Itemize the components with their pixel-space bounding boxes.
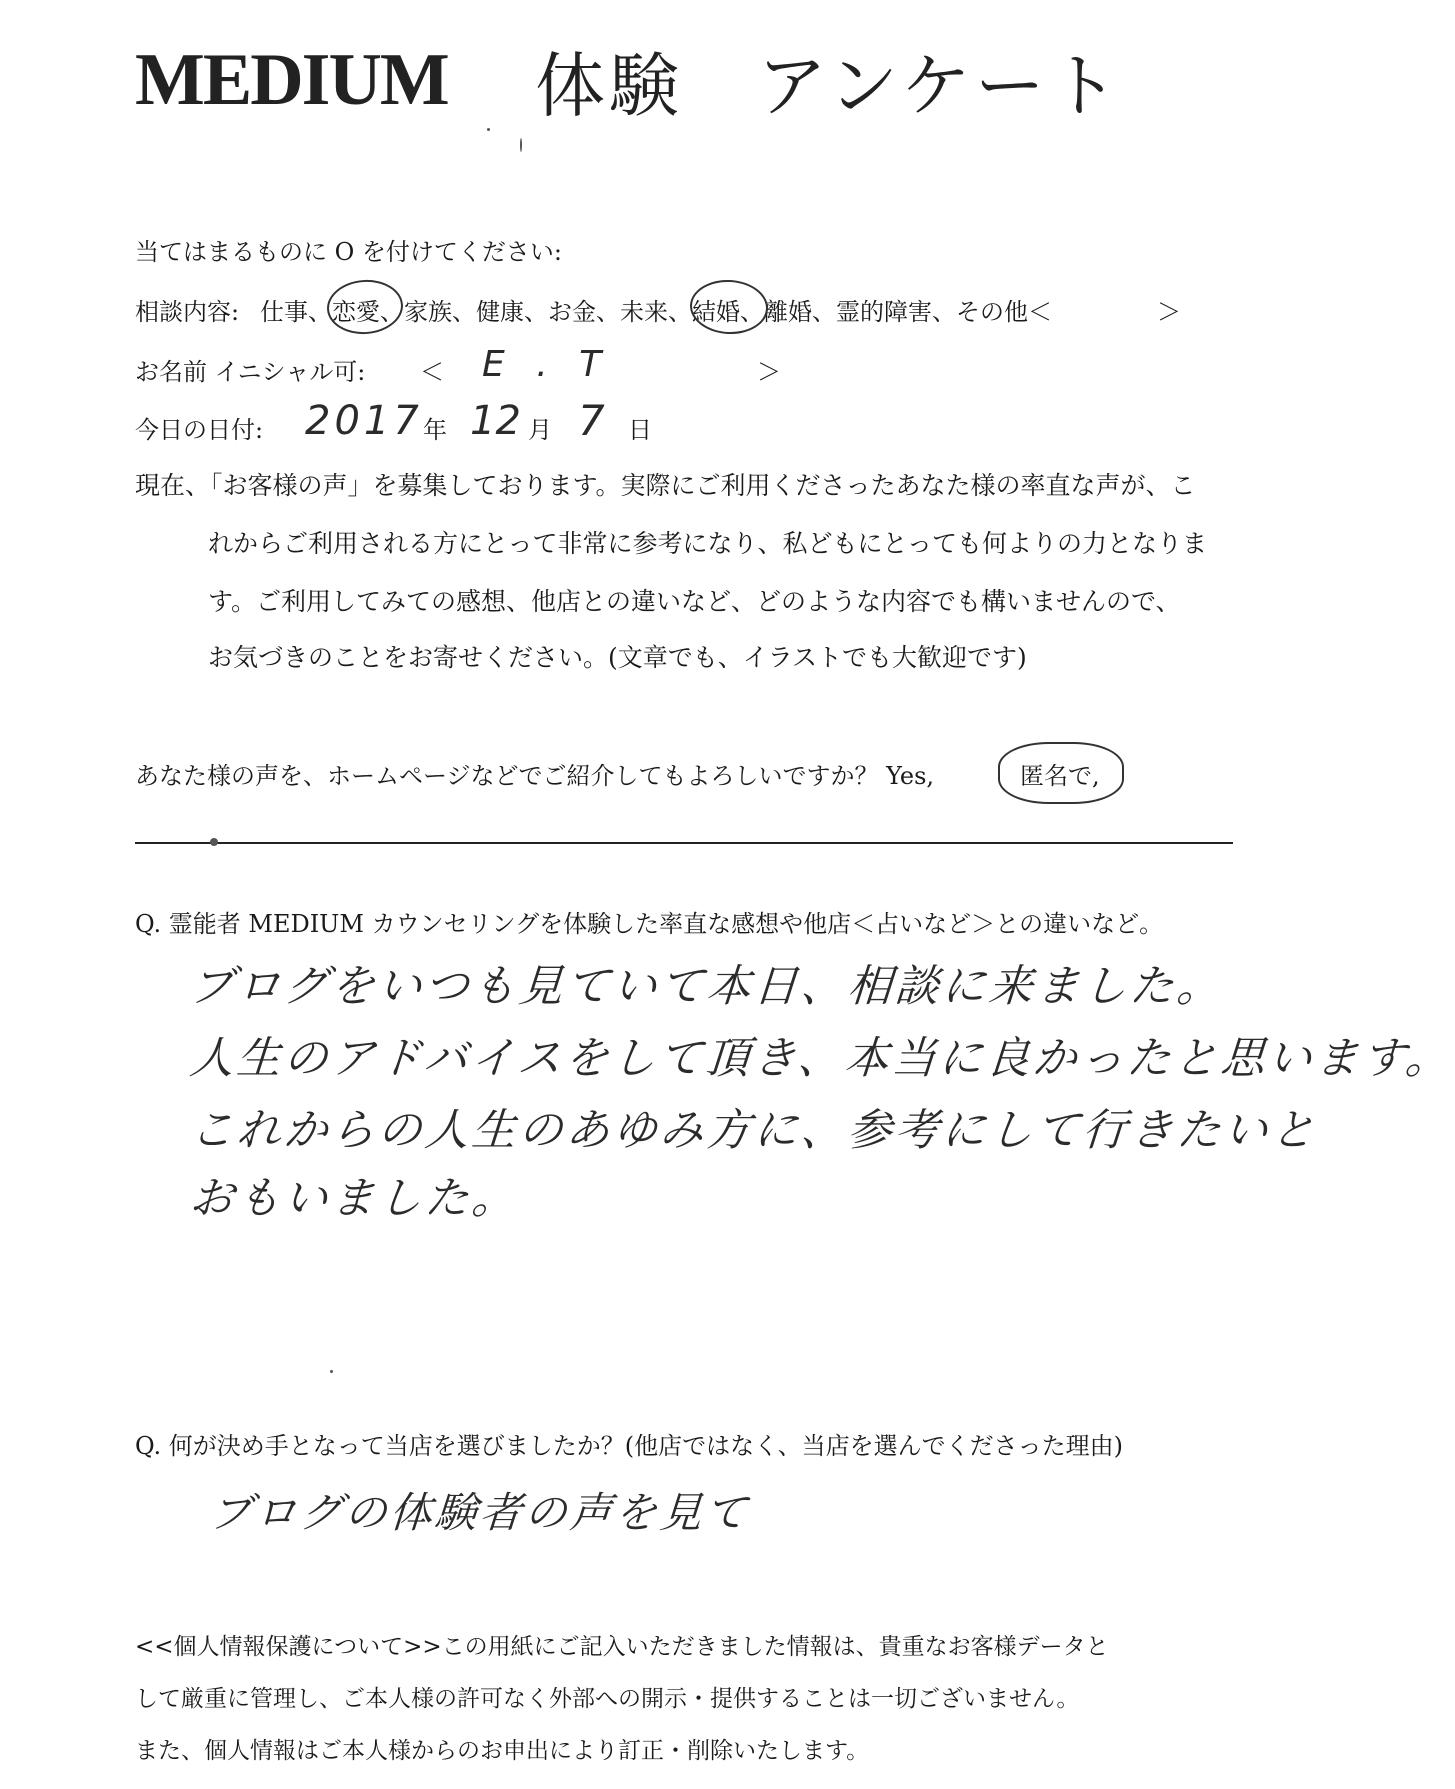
date-day-unit: 日 [628, 416, 652, 444]
privacy-line-2: して厳重に管理し、ご本人様の許可なく外部への開示・提供することは一切ございません。 [135, 1686, 1080, 1712]
privacy-line-3: また、個人情報はご本人様からのお申出により訂正・削除いたします。 [135, 1738, 870, 1764]
permission-answer: 匿名で, [1020, 762, 1100, 790]
scan-speck [330, 1370, 333, 1373]
q1-answer-line-3: これからの人生のあゆみ方に、参考にして行きたいと [187, 1105, 1320, 1156]
q1-answer-line-2: 人生のアドバイスをして頂き、本当に良かったと思います。 [187, 1033, 1454, 1084]
section-divider [135, 842, 1233, 844]
date-month-unit: 月 [528, 416, 552, 444]
anonymous-circle-mark [998, 742, 1124, 804]
marriage-circle-mark [689, 278, 770, 336]
scan-speck [487, 128, 490, 131]
consultation-label: 相談内容: [135, 298, 240, 326]
page-title: 体験 アンケート [535, 45, 1123, 127]
intro-line-3: す。ご利用してみての感想、他店との違いなど、どのような内容でも構いませんので、 [208, 587, 1181, 616]
option-work: 仕事、 [260, 298, 332, 326]
love-circle-mark [325, 277, 405, 336]
date-month: 12 [470, 398, 521, 444]
name-close-bracket: ＞ [757, 358, 781, 386]
ink-dot [210, 838, 218, 846]
option-middle-group: 、家族、健康、お金、未来、 [380, 298, 692, 326]
name-open-bracket: ＜ [420, 358, 444, 386]
intro-line-1: 現在、「お客様の声」を募集しております。実際にご利用くださったあなた様の率直な声が、こ [135, 471, 1196, 500]
q1-answer-line-4: おもいました。 [187, 1173, 521, 1224]
name-label: お名前 イニシャル可: [135, 358, 366, 386]
instruction-text: 当てはまるものに O を付けてください: [135, 238, 563, 266]
scan-speck [520, 138, 522, 152]
q2-question: Q. 何が決め手となって当店を選びましたか？(他店ではなく、当店を選んでくださった理由) [135, 1432, 1123, 1460]
permission-question: あなた様の声を、ホームページなどでご紹介してもよろしいですか？ Yes, [135, 762, 935, 790]
date-year-unit: 年 [423, 416, 447, 444]
privacy-line-1: <<個人情報保護について>>この用紙にご記入いただきました情報は、貴重なお客様データと [135, 1634, 1109, 1660]
q1-question: Q. 霊能者 MEDIUM カウンセリングを体験した率直な感想や他店＜占いなど＞との違いなど。 [135, 910, 1164, 938]
option-marriage: 結婚 [692, 298, 740, 326]
option-close: ＞ [1157, 298, 1181, 326]
intro-line-4: お気づきのことをお寄せください。(文章でも、イラストでも大歓迎です) [208, 643, 1027, 672]
brand-logo: MEDIUM [135, 39, 448, 121]
date-day: 7 [578, 396, 605, 445]
q2-answer: ブログの体験者の声を見て [208, 1488, 752, 1537]
name-value: E . T [482, 344, 612, 385]
date-label: 今日の日付: [135, 416, 264, 444]
intro-line-2: れからご利用される方にとって非常に参考になり、私どもにとっても何よりの力となりま [208, 529, 1208, 558]
date-year: 2017 [305, 398, 423, 444]
option-rest: 、離婚、霊的障害、その他＜ [740, 298, 1052, 326]
q1-answer-line-1: ブログをいつも見ていて本日、相談に来ました。 [187, 961, 1226, 1012]
option-love: 恋愛 [332, 298, 380, 326]
